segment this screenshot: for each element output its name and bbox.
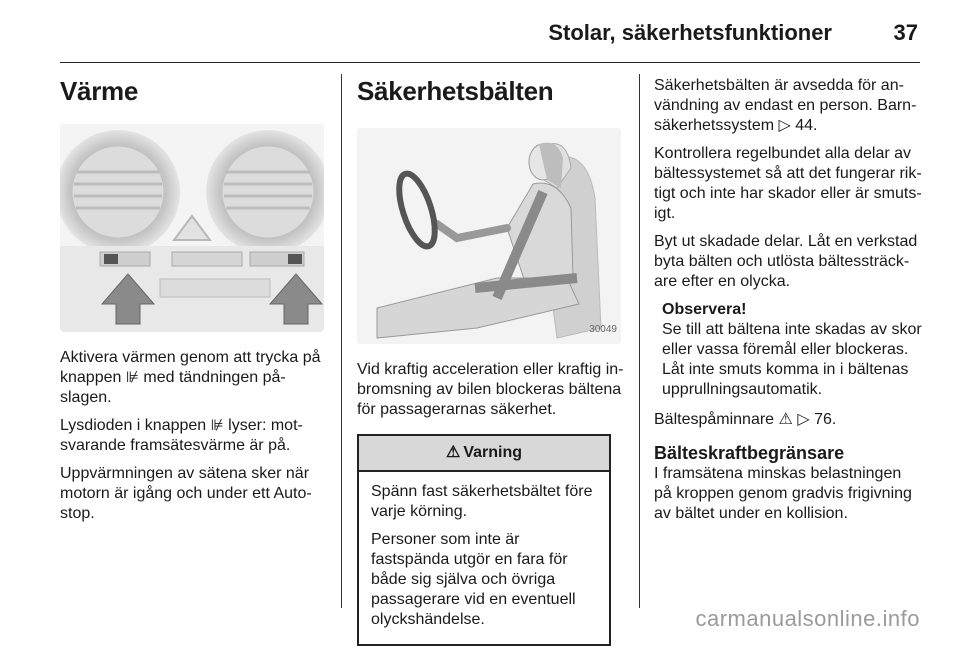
page-reference: 76. xyxy=(814,411,837,428)
seat-heating-icon: ⊯ xyxy=(210,417,224,434)
note-text: Se till att bältena inte skadas av skor eller vassa föremål eller blockeras. Låt inte smuts komma in i bältenas upprullningsautomatik. xyxy=(662,321,922,398)
reference-arrow-icon: ▷ xyxy=(797,411,810,428)
warning-icon: ⚠ xyxy=(445,444,461,461)
warning-paragraph: Spänn fast säkerhetsbältet före varje körning. xyxy=(371,483,593,520)
column-divider xyxy=(639,74,640,608)
section-title: Stolar, säkerhetsfunktioner xyxy=(548,20,832,45)
paragraph: Vid kraftig acceleration eller kraftig in-bromsning av bilen blockeras bältena för passagerarnas säkerhet. xyxy=(357,361,624,418)
middle-column xyxy=(357,70,625,646)
watermark: carmanualsonline.info xyxy=(695,606,920,631)
heading-sakerhetsbalten: Säkerhetsbälten xyxy=(357,76,554,106)
warning-title: Varning xyxy=(463,444,523,461)
paragraph: Bältespåminnare ⚠ ▷ 76. xyxy=(654,411,837,428)
paragraph: I framsätena minskas belastningen på kroppen genom gradvis frigivning av bältet under en kollision. xyxy=(654,465,912,522)
right-column xyxy=(654,76,922,532)
note-title: Observera! xyxy=(662,301,747,318)
seatbelt-illustration xyxy=(357,128,621,344)
heading-baltekraftbegransare: Bälteskraftbegränsare xyxy=(654,443,845,463)
warning-paragraph: Personer som inte är fastspända utgör en fara för både sig själva och övriga passagerare vid en eventuell olyckshändelse. xyxy=(371,531,576,628)
seatbelt-reminder-icon: ⚠ xyxy=(778,411,793,428)
paragraph: Kontrollera regelbundet alla delar av bältessystemet så att det fungerar rik-tigt och inte har skador eller är smuts-igt. xyxy=(654,145,922,222)
column-divider xyxy=(341,74,342,608)
page-number: 37 xyxy=(893,20,918,45)
paragraph: Aktivera värmen genom att trycka på knappen ⊯ med tändningen på-slagen. xyxy=(60,349,321,406)
left-column xyxy=(60,70,326,532)
paragraph: Säkerhetsbälten är avsedda för an-vändning av endast en person. Barn-säkerhetssystem ▷ 44. xyxy=(654,77,917,134)
note-box xyxy=(662,300,922,400)
warning-header xyxy=(359,436,609,472)
seat-heating-illustration xyxy=(60,124,324,332)
heading-varme: Värme xyxy=(60,76,138,106)
reference-arrow-icon: ▷ xyxy=(778,117,791,134)
page-reference: 44. xyxy=(795,117,818,134)
warning-box xyxy=(357,434,611,646)
seat-heating-icon: ⊯ xyxy=(125,369,139,386)
paragraph: Byt ut skadade delar. Låt en verkstad byta bälten och utlösta bältessträck-are efter en olycka. xyxy=(654,233,918,290)
paragraph: Lysdioden i knappen ⊯ lyser: mot-svarande framsätesvärme är på. xyxy=(60,417,303,454)
page-header xyxy=(60,0,920,63)
figure-code: 30049 xyxy=(589,324,617,335)
paragraph: Uppvärmningen av sätena sker när motorn är igång och under ett Auto-stop. xyxy=(60,465,312,522)
